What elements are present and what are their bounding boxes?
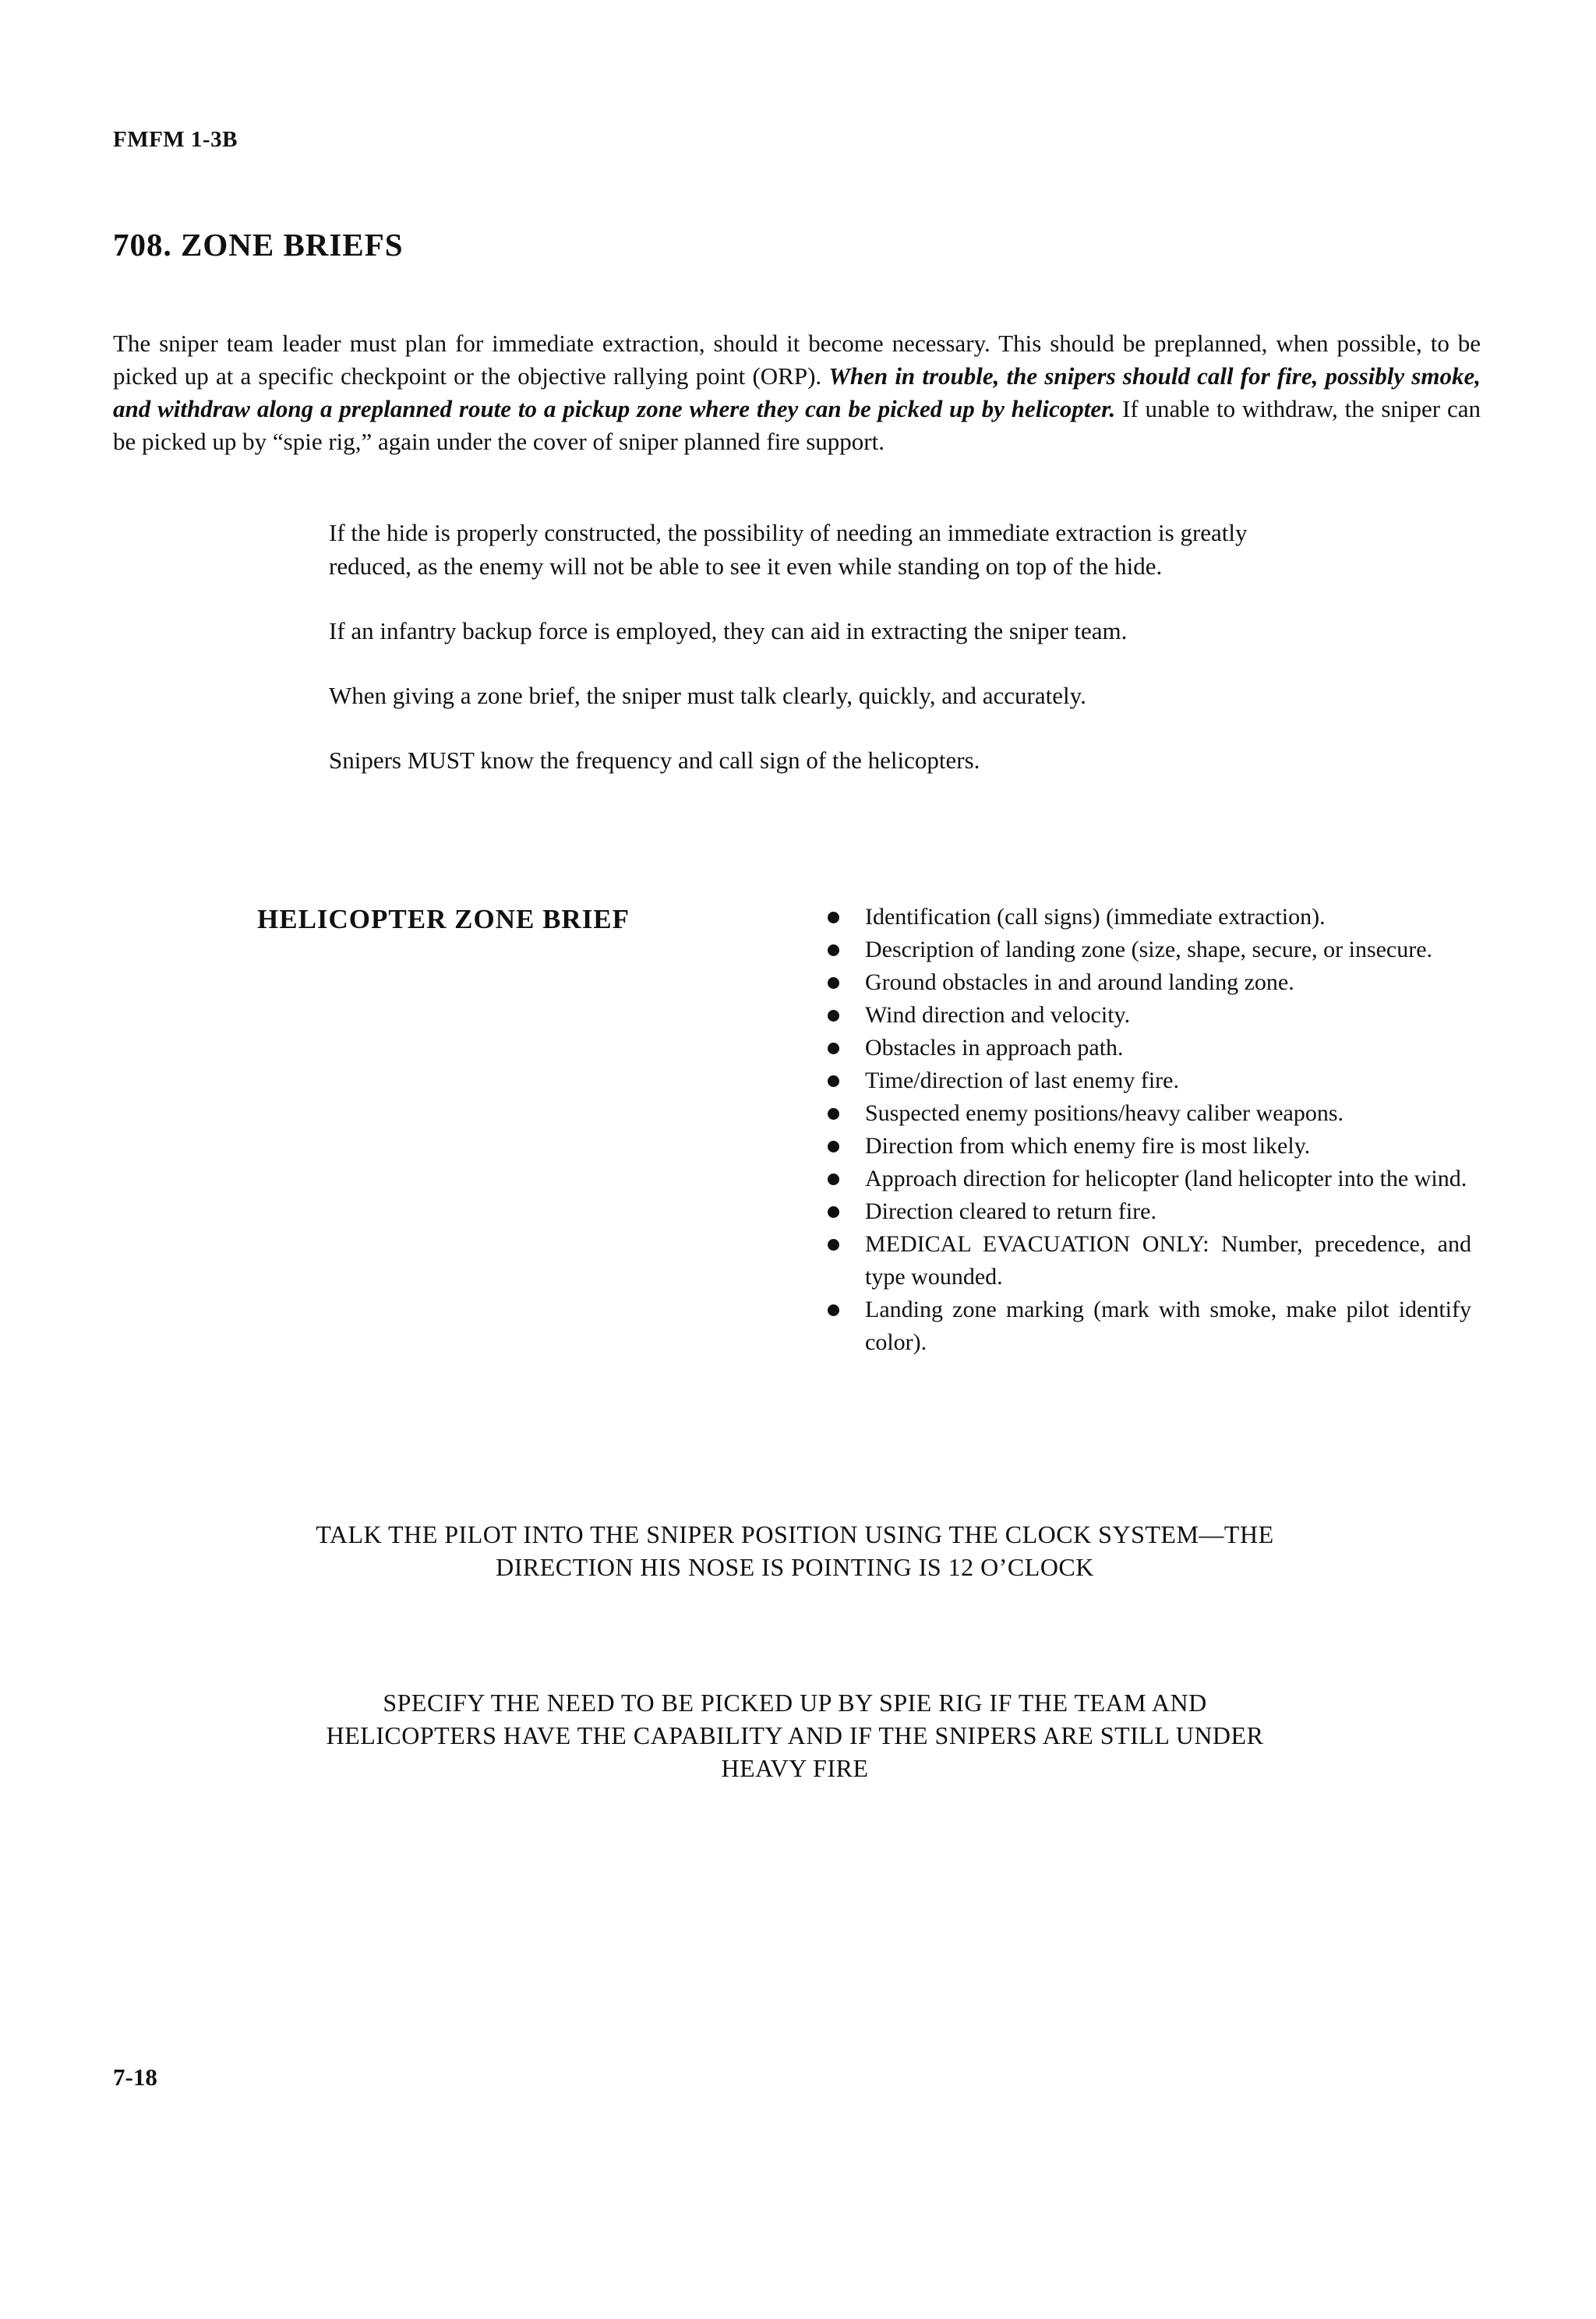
brief-list-item — [824, 1195, 1471, 1228]
bullet-icon — [828, 944, 839, 956]
note-paragraph: Snipers MUST know the frequency and call sign of the helicopters. — [329, 747, 980, 774]
bullet-icon — [828, 1010, 839, 1022]
helicopter-zone-brief-title: HELICOPTER ZONE BRIEF — [257, 904, 630, 934]
notes-block — [329, 516, 1248, 808]
helicopter-zone-brief-list — [824, 901, 1471, 1359]
clock-system-instruction: TALK THE PILOT INTO THE SNIPER POSITION USING THE CLOCK SYSTEM—THE DIRECTION HIS NOSE IS POINTING IS 12 O’CLOCK — [316, 1520, 1274, 1581]
brief-item-text: Landing zone marking (mark with smoke, make pilot identify color). — [865, 1297, 1471, 1355]
bullet-icon — [828, 1239, 839, 1251]
brief-item-text: Description of landing zone (size, shape, secure, or insecure. — [865, 937, 1433, 962]
brief-list-item — [824, 1097, 1471, 1130]
brief-item-text: Wind direction and velocity. — [865, 1002, 1131, 1028]
intro-text-2: If unable to withdraw, the sniper can be picked up by “spie rig,” again under the cover of sniper planned fire support. — [113, 395, 1481, 455]
section-title: 708. ZONE BRIEFS — [113, 227, 404, 263]
brief-list-item — [824, 1163, 1471, 1195]
note-paragraph: When giving a zone brief, the sniper must talk clearly, quickly, and accurately. — [329, 682, 1086, 709]
brief-item-text: Identification (call signs) (immediate extraction). — [865, 904, 1326, 930]
bullet-icon — [828, 1174, 839, 1185]
brief-list-item — [824, 1064, 1471, 1097]
brief-list-item — [824, 1294, 1471, 1359]
document-id-header: FMFM 1-3B — [113, 127, 238, 152]
brief-list-item — [824, 1032, 1471, 1064]
bullet-icon — [828, 1043, 839, 1054]
brief-list-item — [824, 1130, 1471, 1163]
bullet-icon — [828, 1108, 839, 1120]
page-number: 7-18 — [113, 2063, 157, 2091]
bullet-icon — [828, 1304, 839, 1316]
brief-list-item — [824, 1228, 1471, 1294]
brief-item-text: Ground obstacles in and around landing zone. — [865, 969, 1294, 995]
brief-item-text: Direction cleared to return fire. — [865, 1198, 1156, 1224]
bullet-icon — [828, 1141, 839, 1152]
brief-list-item — [824, 966, 1471, 999]
bullet-icon — [828, 1206, 839, 1218]
spie-rig-instruction: SPECIFY THE NEED TO BE PICKED UP BY SPIE RIG IF THE TEAM AND HELICOPTERS HAVE THE CAPABILITY AND IF THE SNIPERS ARE STILL UNDER HEAVY FIRE — [326, 1689, 1264, 1782]
brief-item-text: Direction from which enemy fire is most likely. — [865, 1133, 1311, 1159]
bullet-icon — [828, 1075, 839, 1087]
bullet-icon — [828, 977, 839, 989]
brief-item-text: Time/direction of last enemy fire. — [865, 1068, 1179, 1093]
note-paragraph: If the hide is properly constructed, the possibility of needing an immediate extraction is greatly reduced, as the enemy will not be able to see it even while standing on top of the hide. — [329, 519, 1248, 580]
brief-list-item — [824, 934, 1471, 966]
intro-paragraph — [113, 327, 1481, 458]
brief-list-item — [824, 999, 1471, 1032]
intro-text-1: The sniper team leader must plan for immediate extraction, should it become necessary. This should be preplanned, when possible, to be picked up at a specific checkpoint or the objective rallying point (ORP). — [113, 330, 1481, 390]
note-paragraph: If an infantry backup force is employed, they can aid in extracting the sniper team. — [329, 617, 1128, 644]
brief-item-text: MEDICAL EVACUATION ONLY: Number, precedence, and type wounded. — [865, 1231, 1471, 1290]
brief-item-text: Approach direction for helicopter (land helicopter into the wind. — [865, 1166, 1467, 1191]
brief-list-item — [824, 901, 1471, 934]
bullet-icon — [828, 912, 839, 923]
brief-item-text: Suspected enemy positions/heavy caliber weapons. — [865, 1100, 1344, 1126]
intro-italic-text: When in trouble, the snipers should call for fire, possibly smoke, and withdraw along a preplanned route to a pickup zone where they can be picked up by helicopter. — [113, 362, 1481, 422]
brief-item-text: Obstacles in approach path. — [865, 1035, 1124, 1061]
